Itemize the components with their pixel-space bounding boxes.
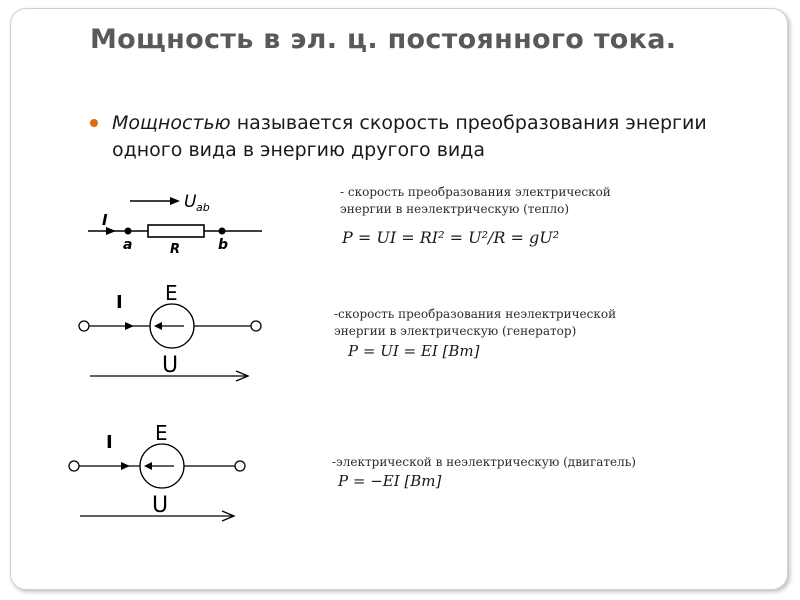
emf-label: E [165, 281, 178, 305]
node-b-label: b [218, 237, 229, 253]
motor-circuit-diagram [60, 420, 260, 530]
voltage-subscript: ab [196, 201, 210, 214]
generator-note-line2: энергии в электрическую (генератор) [334, 324, 577, 338]
generator-formula: P = UI = EI [Вт] [348, 342, 480, 360]
terminal-right [251, 321, 261, 331]
voltage-label: U [162, 353, 179, 378]
slide-title: Мощность в эл. ц. постоянного тока. [90, 24, 677, 55]
voltage-arrow-icon [170, 197, 180, 205]
generator-circuit-diagram [70, 278, 270, 390]
voltage-label: U [152, 493, 169, 518]
generator-note [334, 306, 616, 340]
node-a-dot [125, 228, 132, 235]
motor-formula: P = −EI [Вт] [338, 472, 442, 490]
voltage-label: U [184, 192, 197, 212]
heat-formula: P = UI = RI² = U²/R = gU² [342, 228, 560, 247]
resistor-label: R [170, 242, 181, 257]
definition-text [112, 110, 730, 164]
terminal-left [69, 461, 79, 471]
current-label: I [106, 432, 113, 453]
heat-note-line2: энергии в неэлектрическую (тепло) [340, 202, 570, 216]
terminal-right [235, 461, 245, 471]
node-b-dot [219, 228, 226, 235]
resistor-circuit-diagram [80, 185, 280, 265]
motor-note-line1: -электрической в неэлектрическую (двигатель) [332, 455, 636, 469]
definition-term: Мощностью [112, 112, 231, 134]
node-a-label: a [123, 237, 133, 253]
current-arrow-icon [125, 322, 134, 330]
current-label: I [102, 211, 108, 229]
motor-note [332, 454, 636, 471]
generator-note-line1: -скорость преобразования неэлектрической [334, 307, 617, 321]
emf-label: E [155, 421, 168, 445]
heat-note-line1: - скорость преобразования электрической [340, 185, 611, 199]
bullet-icon [90, 119, 98, 127]
definition-bullet [90, 110, 730, 164]
current-label: I [116, 292, 123, 313]
terminal-left [79, 321, 89, 331]
definition-rest: называется скорость преобразования энергии одного вида в энергию другого вида [112, 112, 707, 161]
heat-note [340, 184, 611, 218]
current-arrow-icon [121, 462, 130, 470]
